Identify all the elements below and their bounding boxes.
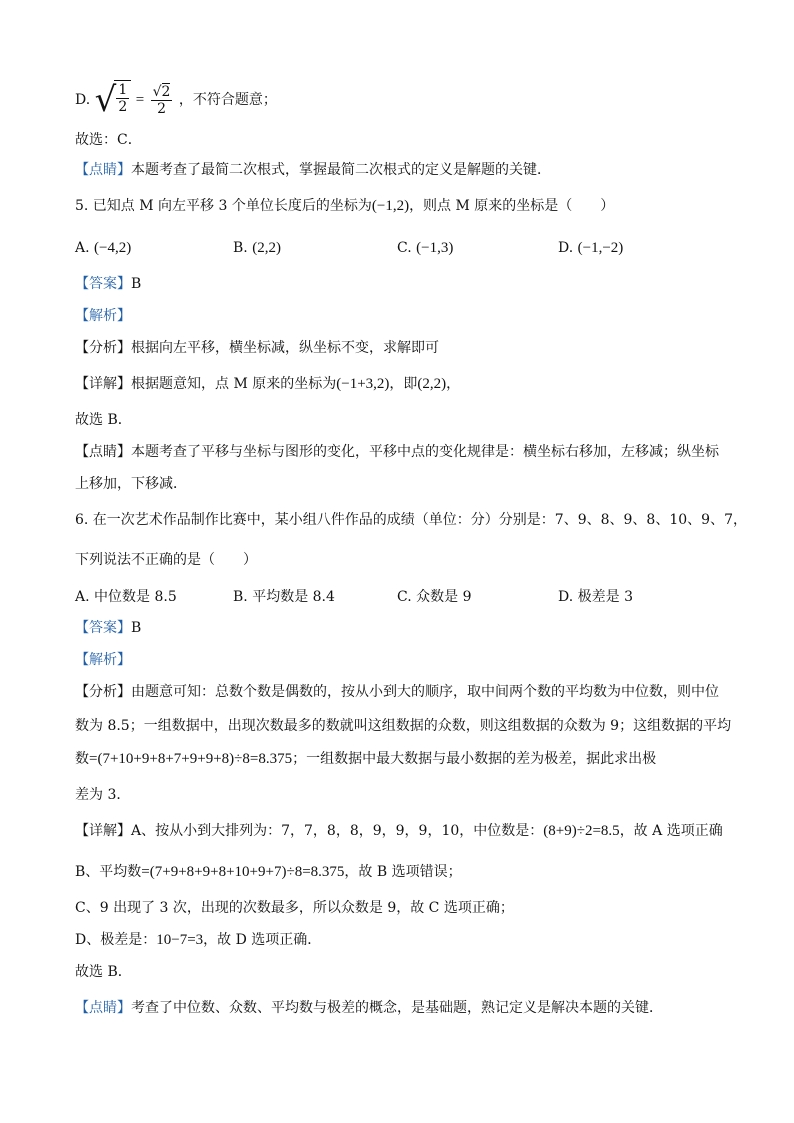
q4-choose: 故选：C． [75,132,142,148]
q5-detail: 【详解】根据题意知，点 M 原来的坐标为(−1+3,2)，即(2,2)， [75,376,461,392]
q5-analysis: 【分析】根据向左平移，横坐标减，纵坐标不变，求解即可 [75,340,439,356]
q4-d-frac-num: 1 [118,82,128,98]
q6-analysis-4: 差为 3． [75,787,131,803]
q6-analysis-3: 数=(7+10+9+8+7+9+9+8)÷8=8.375；一组数据中最大数据与最小数据的差为极差，据此求出极 [75,751,657,767]
sqrt-one-half [95,80,132,120]
q4-d-rhs-num: 2 [161,83,171,100]
q5-option-a: A. (−4,2) [75,240,132,256]
sqrt2-over-2 [151,84,173,117]
q6-explain-tag: 【解析】 [75,652,131,668]
q6-option-c: C. 众数是 9 [397,589,472,605]
q6-answer: 【答案】B [75,620,142,636]
q6-detail-1: 【详解】A、按从小到大排列为：7，7，8，8，9，9，9，10，中位数是：(8+9)÷2=8.5，故 A 选项正确 [75,823,723,839]
q4-d-rhs-den: 2 [157,100,166,117]
q6-analysis-2: 数为 8.5；一组数据中，出现次数最多的数就叫这组数据的众数，则这组数据的众数为 9；这组数据的平均 [75,718,732,734]
q6-stem-1: 6. 在一次艺术作品制作比赛中，某小组八件作品的成绩（单位：分）分别是：7、9、8、9、8、10、9、7， [75,512,747,528]
q6-option-b: B. 平均数是 8.4 [233,589,335,605]
q5-option-c: C. (−1,3) [397,240,454,256]
q5-choose: 故选 B． [75,412,132,428]
q4-d-frac-den: 2 [118,99,128,115]
q6-option-d: D. 极差是 3 [558,589,633,605]
q5-comment-1: 【点睛】本题考查了平移与坐标与图形的变化，平移中点的变化规律是：横坐标右移加，左移减；纵坐标 [75,444,719,460]
q5-answer: 【答案】B [75,276,142,292]
q5-stem: 5. 已知点 M 向左平移 3 个单位长度后的坐标为(−1,2)，则点 M 原来的坐标是（ ） [75,198,615,214]
q6-choose: 故选 B． [75,964,132,980]
q6-stem-2: 下列说法不正确的是（ ） [75,552,257,568]
q5-comment-2: 上移加，下移减． [75,476,187,492]
q5-stem-coord: (−1,2) [371,198,410,214]
q6-detail-3: C、9 出现了 3 次，出现的次数最多，所以众数是 9，故 C 选项正确； [75,900,514,916]
radical-sign-small-icon: √ [152,83,162,100]
q4-comment [75,160,551,180]
q6-comment: 【点睛】考查了中位数、众数、平均数与极差的概念，是基础题，熟记定义是解决本题的关键． [75,1000,663,1016]
q5-explain-tag: 【解析】 [75,308,131,324]
radical-sign-icon: √ [94,80,117,120]
q4-option-d [75,80,277,120]
q5-option-d: D. (−1,−2) [558,240,624,256]
q5-option-b: B. (2,2) [233,240,281,256]
q4-d-eq: = [135,92,145,108]
q4-comment-tag: 【点睛】 [75,162,131,178]
q6-option-a: A. 中位数是 8.5 [75,589,177,605]
q6-detail-4: D、极差是：10−7=3，故 D 选项正确． [75,932,322,948]
q6-detail-2: B、平均数=(7+9+8+9+8+10+9+7)÷8=8.375，故 B 选项错误； [75,864,462,880]
q6-analysis-1: 【分析】由题意可知：总数个数是偶数的，按从小到大的顺序，取中间两个数的平均数为中位数，则中位 [75,684,719,700]
q4-d-suffix: ，不符合题意； [178,92,277,108]
q4-comment-text: 本题考查了最简二次根式，掌握最简二次根式的定义是解题的关键． [131,162,551,178]
q4-d-prefix: D. [75,92,95,108]
